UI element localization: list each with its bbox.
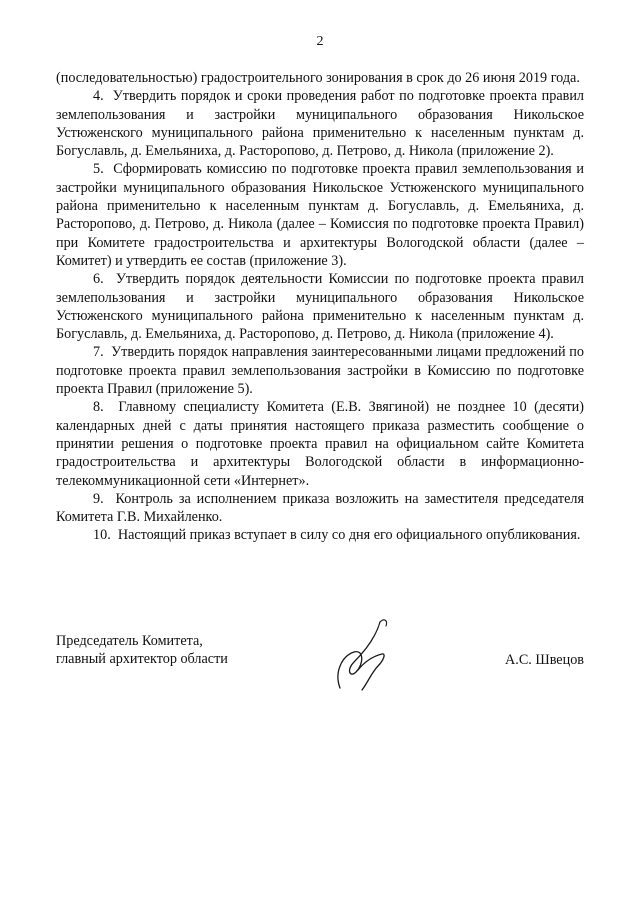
- signatory-title-line2: главный архитектор области: [56, 651, 228, 668]
- paragraph-text: Контроль за исполнением приказа возложить на заместителя председателя Комитета Г.В. Михайленко.: [56, 490, 585, 526]
- paragraph-text: Утвердить порядок деятельности Комиссии по подготовке проекта правил землепользования и застройки муниципального образования Никольское Устюженского муниципального района применительно к населенным пунктам д. Богуславль, д. Емельяниха, д. Расторопово, д. Петрово, д. Никола (приложение 4).: [56, 271, 584, 343]
- paragraph-text: Главному специалисту Комитета (Е.В. Звягиной) не позднее 10 (десяти) календарных дней с даты принятия настоящего приказа разместить сообщение о принятии решения о подготовке проекта правил на официальном сайте Комитета градостроительства и архитектуры Вологодской области в информационно-телекоммуникационной сети «Интернет».: [56, 399, 584, 489]
- paragraph-number: 4.: [93, 88, 104, 105]
- paragraph-text: Сформировать комиссию по подготовке проекта правил землепользования и застройки муниципального образования Никольское Устюженского муниципального района применительно к населенным пунктам д. Богуславль, д. Емельяниха, д. Расторопово, д. Петрово, д. Никола (далее – Комиссия по подготовке проекта Правил) при Комитете градостроительства и архитектуры Вологодской области (далее – Комитет) и утвердить ее состав (приложение 3).: [56, 161, 585, 269]
- handwritten-signature: [324, 614, 404, 692]
- paragraph-number: 10.: [93, 527, 111, 544]
- paragraph-item-8: [56, 398, 584, 489]
- page-number: 2: [316, 34, 324, 49]
- document-body: [56, 69, 584, 545]
- paragraph-number: 5.: [93, 161, 104, 178]
- paragraph-text: Утвердить порядок и сроки проведения работ по подготовке проекта правил землепользования и застройки муниципального образования Никольское Устюженского муниципального района применительно к населенным пунктам д. Богуславль, д. Емельяниха, д. Расторопово, д. Петрово, д. Никола (приложение 2).: [56, 88, 585, 160]
- paragraph-number: 9.: [93, 490, 104, 507]
- paragraph-item-5: [56, 160, 584, 270]
- paragraph-item-10: [56, 526, 584, 544]
- paragraph-text: Настоящий приказ вступает в силу со дня его официального опубликования.: [117, 527, 581, 544]
- paragraph-continuation: [56, 69, 584, 87]
- signatory-title-line1: Председатель Комитета,: [56, 633, 203, 649]
- paragraph-item-9: [56, 490, 584, 527]
- paragraph-text: (последовательностью) градостроительного зонирования в срок до 26 июня 2019 года.: [56, 70, 580, 86]
- signatory-title: [56, 632, 228, 669]
- signature-block: [56, 632, 584, 692]
- paragraph-number: 7.: [93, 344, 104, 361]
- paragraph-item-4: [56, 87, 584, 160]
- signatory-name: А.С. Швецов: [505, 652, 584, 668]
- paragraph-number: 8.: [93, 399, 104, 416]
- paragraph-item-6: [56, 270, 584, 343]
- paragraph-number: 6.: [93, 271, 104, 288]
- paragraph-text: Утвердить порядок направления заинтересованными лицами предложений по подготовке проекта правил землепользования застройки в Комиссию по подготовке проекта Правил (приложение 5).: [56, 344, 584, 398]
- paragraph-item-7: [56, 343, 584, 398]
